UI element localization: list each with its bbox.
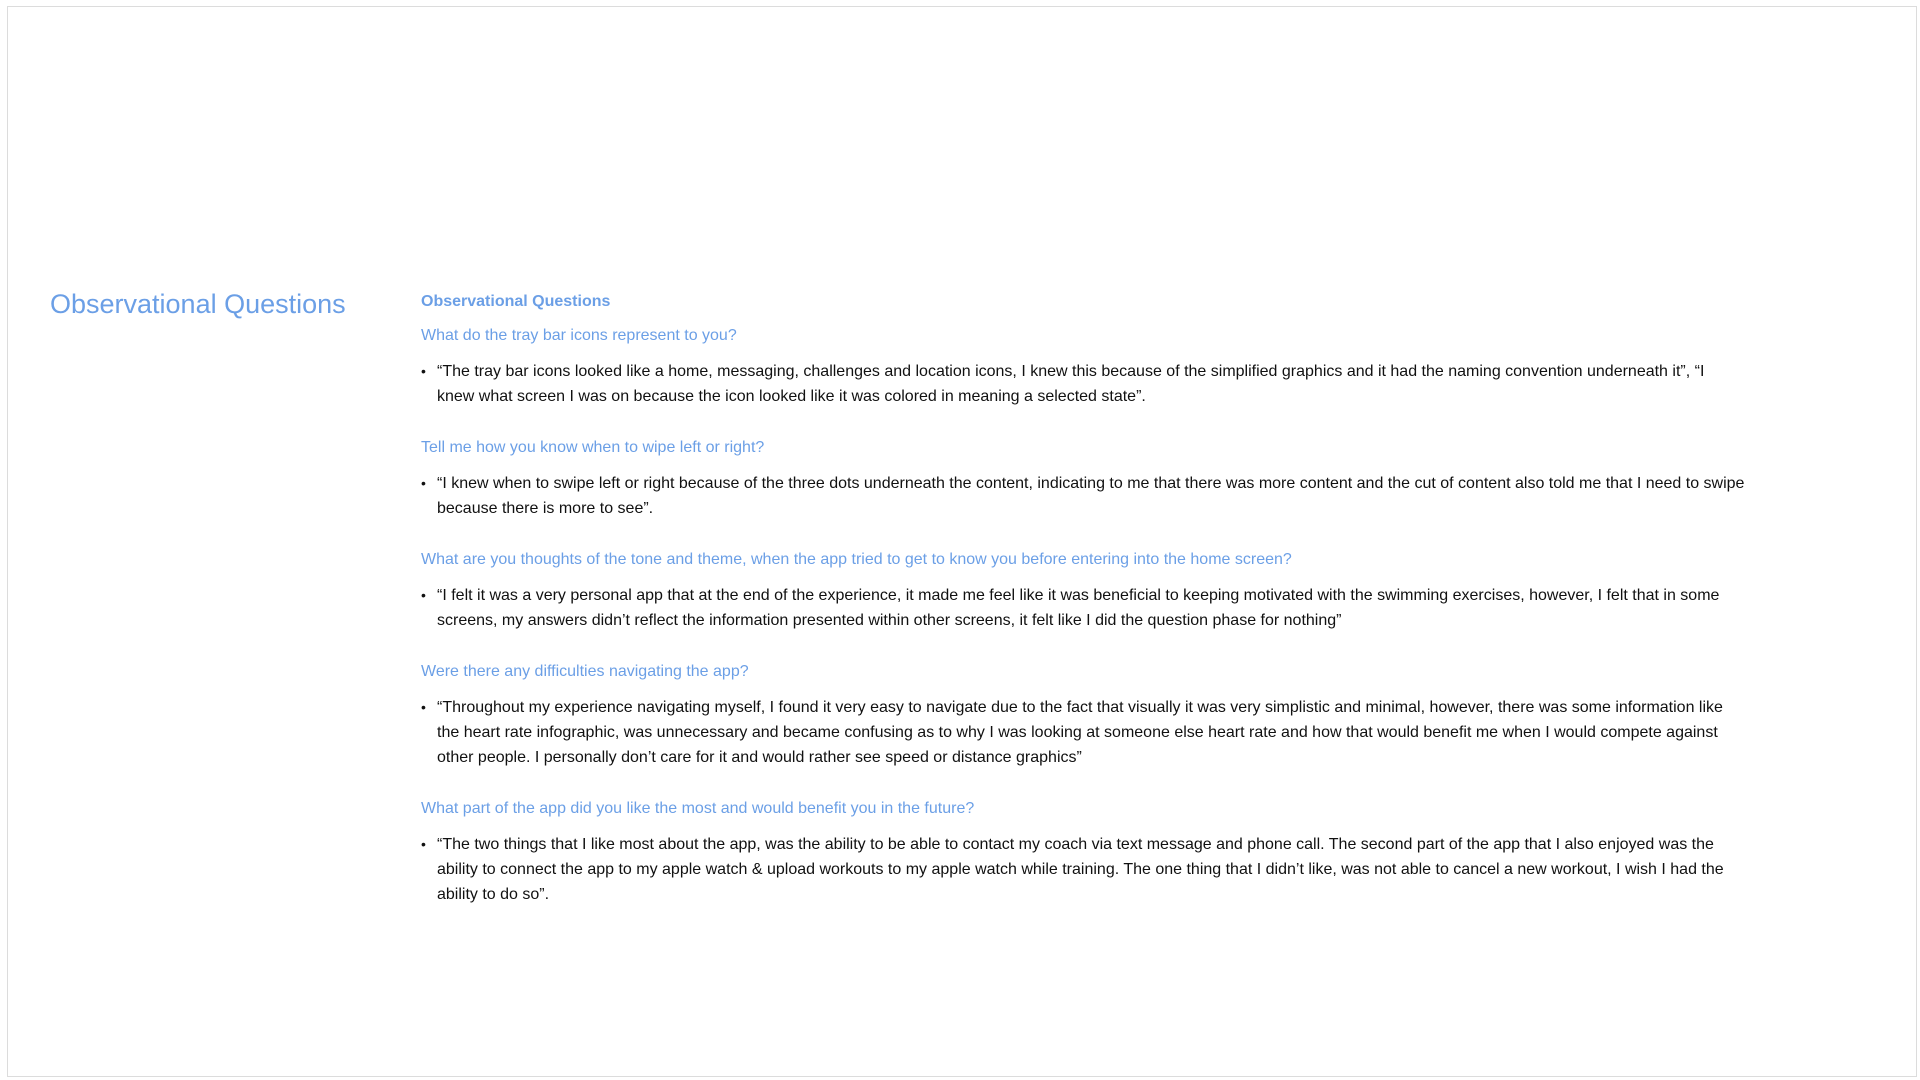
answer-item — [421, 832, 1746, 907]
answer-item — [421, 583, 1746, 633]
main-content — [421, 291, 1746, 935]
question-text: Were there any difficulties navigating the app? — [421, 663, 749, 680]
answer-text: “I felt it was a very personal app that at the end of the experience, it made me feel like it was beneficial to keeping motivated with the swimming exercises, however, I felt that in some screens, my answers didn’t reflect the information presented within other screens, it felt like I did the question phase for nothing” — [437, 587, 1720, 629]
answer-list — [421, 359, 1746, 409]
qa-block-5 — [421, 798, 1746, 907]
bullet-icon: • — [421, 475, 426, 491]
answer-item — [421, 471, 1746, 521]
sidebar-title: Observational Questions — [50, 289, 346, 319]
question-text: Tell me how you know when to wipe left or right? — [421, 439, 765, 456]
answer-item — [421, 359, 1746, 409]
answer-text: “The two things that I like most about the app, was the ability to be able to contact my coach via text message and phone call. The second part of the app that I also enjoyed was the ability to connect the app to my apple watch & upload workouts to my apple watch while training. The one thing that I didn’t like, was not able to cancel a new workout, I wish I had the ability to do so”. — [437, 836, 1724, 903]
question-text: What do the tray bar icons represent to you? — [421, 327, 737, 344]
bullet-icon: • — [421, 699, 426, 715]
answer-list — [421, 695, 1746, 770]
bullet-icon: • — [421, 587, 426, 603]
answer-item — [421, 695, 1746, 770]
question-text: What are you thoughts of the tone and theme, when the app tried to get to know you before entering into the home screen? — [421, 551, 1292, 568]
bullet-icon: • — [421, 363, 426, 379]
qa-block-4 — [421, 661, 1746, 770]
answer-list — [421, 471, 1746, 521]
answer-list — [421, 832, 1746, 907]
bullet-icon: • — [421, 836, 426, 852]
answer-list — [421, 583, 1746, 633]
answer-text: “I knew when to swipe left or right because of the three dots underneath the content, indicating to me that there was more content and the cut of content also told me that I need to swipe because there is more to see”. — [437, 475, 1745, 517]
qa-block-1 — [421, 325, 1746, 409]
answer-text: “Throughout my experience navigating myself, I found it very easy to navigate due to the fact that visually it was very simplistic and minimal, however, there was some information like the heart rate infographic, was unnecessary and became confusing as to why I was looking at someone else heart rate and how that would benefit me when I would compete against other people. I personally don’t care for it and would rather see speed or distance graphics” — [437, 699, 1723, 766]
answer-text: “The tray bar icons looked like a home, messaging, challenges and location icons, I knew this because of the simplified graphics and it had the naming convention underneath it”, “I knew what screen I was on because the icon looked like it was colored in meaning a selected state”. — [437, 363, 1705, 405]
question-text: What part of the app did you like the most and would benefit you in the future? — [421, 800, 975, 817]
section-heading: Observational Questions — [421, 293, 611, 310]
qa-block-2 — [421, 437, 1746, 521]
qa-block-3 — [421, 549, 1746, 633]
slide-frame — [7, 6, 1917, 1077]
